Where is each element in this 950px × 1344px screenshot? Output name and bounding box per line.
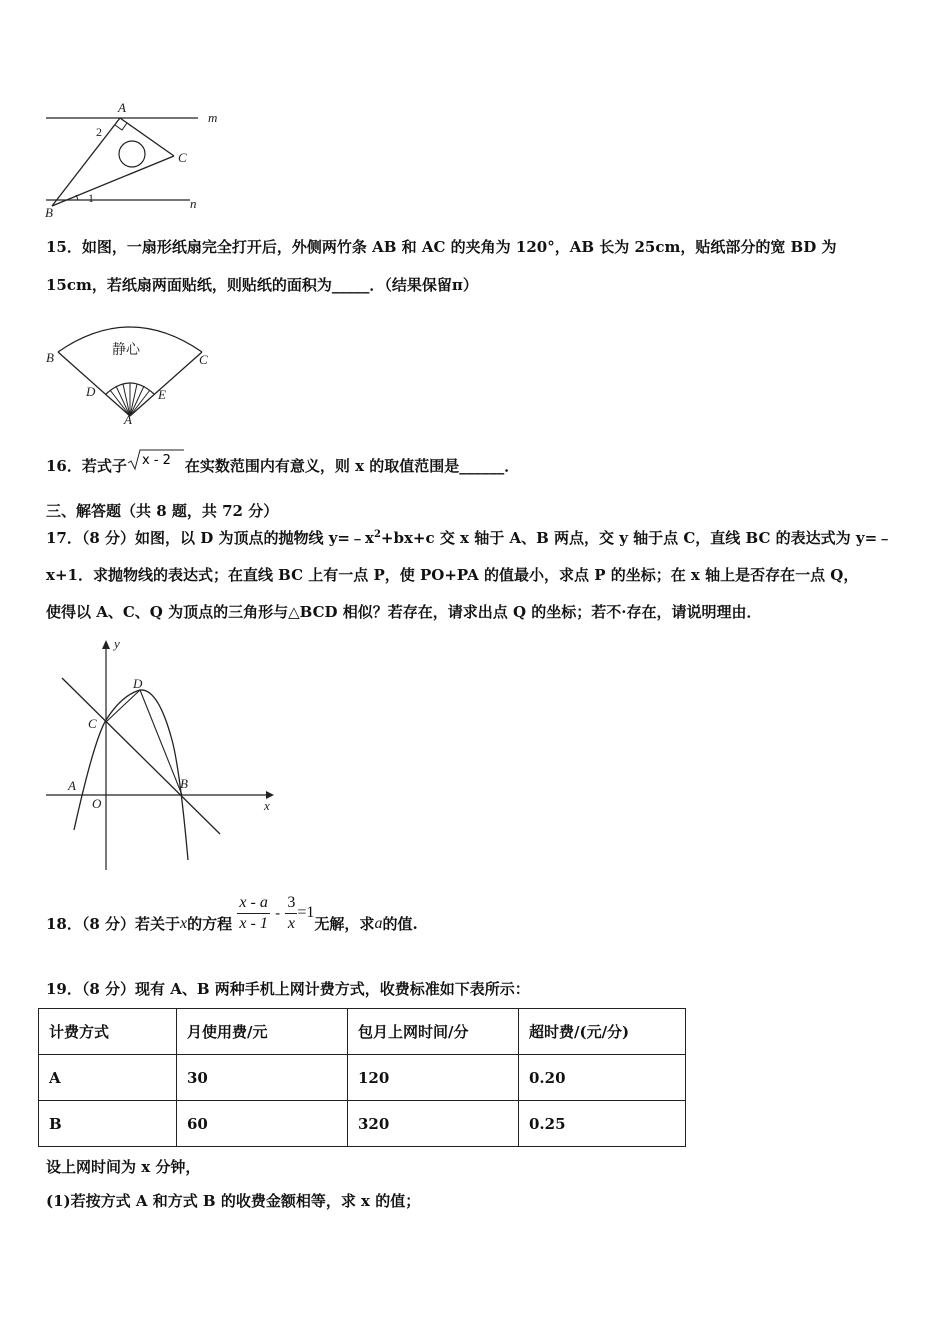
fan-edge-ac — [130, 352, 202, 416]
figure-q15 — [44, 312, 214, 424]
sqrt-expression — [127, 449, 185, 471]
question-17-line-2: x+1．求抛物线的表达式；在直线 BC 上有一点 P，使 PO+PA 的值最小，求点 P 的坐标；在 x 轴上是否存在一点 Q， — [46, 566, 859, 584]
question-19-after-1: 设上网时间为 x 分钟， — [46, 1158, 201, 1176]
fraction-2-denominator: x — [287, 914, 295, 932]
table-header-cell: 超时费/(元/分) — [519, 1009, 686, 1055]
question-16-prefix: 16．若式子 — [46, 457, 127, 475]
label-d: D — [86, 384, 96, 399]
fraction-2 — [285, 893, 297, 934]
label-o: O — [92, 796, 102, 811]
question-19-part-1: (1)若按方式 A 和方式 B 的收费金额相等，求 x 的值； — [46, 1192, 421, 1210]
label-a: A — [118, 100, 126, 115]
table-header-row — [39, 1009, 686, 1055]
right-angle-mark — [115, 123, 127, 130]
figure-q17-svg — [40, 630, 280, 875]
question-19-intro: 19．（8 分）现有 A、B 两种手机上网计费方式，收费标准如下表所示： — [46, 980, 530, 998]
figure-q15-svg — [44, 312, 214, 424]
segment-ba — [52, 118, 120, 206]
question-18-prefix: 18．（8 分）若关于 — [46, 915, 181, 933]
question-15-line-1: 15．如图，一扇形纸扇完全打开后，外侧两竹条 AB 和 AC 的夹角为 120°，AB 长为 25cm，贴纸部分的宽 BD 为 — [46, 238, 837, 256]
label-b: B — [45, 205, 53, 220]
label-a: A — [68, 778, 76, 793]
label-e: E — [158, 387, 166, 402]
segment-bc — [52, 156, 174, 206]
fee-table — [38, 1008, 686, 1147]
label-c: C — [88, 716, 97, 731]
table-cell: 320 — [348, 1101, 519, 1147]
var-a: a — [374, 915, 383, 932]
label-b: B — [180, 776, 188, 791]
table-row — [39, 1101, 686, 1147]
section-3-title: 三、解答题（共 8 题，共 72 分） — [46, 502, 279, 520]
question-17-line-1 — [46, 527, 892, 548]
question-16-suffix: 在实数范围内有意义，则 x 的取值范围是______． — [184, 457, 520, 475]
table-header-cell: 计费方式 — [39, 1009, 177, 1055]
label-angle-2: 2 — [96, 125, 102, 139]
radicand: x - 2 — [141, 452, 171, 468]
label-y: y — [114, 636, 120, 651]
line-bc — [62, 678, 220, 834]
label-m: m — [208, 110, 218, 125]
label-c: C — [199, 352, 208, 367]
question-17-line-1-b: +bx+c 交 x 轴于 A、B 两点，交 y 轴于点 C，直线 BC 的表达式为 y=﹣ — [380, 529, 893, 547]
question-18-suffix-1: 无解，求 — [314, 915, 375, 933]
table-row — [39, 1055, 686, 1101]
fraction-1-numerator: x - a — [237, 893, 269, 914]
table-cell: 0.20 — [519, 1055, 686, 1101]
fraction-1-denominator: x - 1 — [239, 914, 268, 932]
exponent: 2 — [373, 529, 381, 540]
question-18 — [46, 892, 418, 934]
question-16 — [46, 452, 520, 479]
fan-text: 静心 — [112, 342, 140, 358]
question-15-line-2: 15cm，若纸扇两面贴纸，则贴纸的面积为_____．（结果保留π） — [46, 276, 478, 294]
label-x: x — [264, 798, 270, 813]
fraction-2-numerator: 3 — [285, 893, 297, 914]
question-17-line-3: 使得以 A、C、Q 为顶点的三角形与△BCD 相似？若存在，请求出点 Q 的坐标；若不·存在，请说明理由． — [46, 603, 762, 621]
fraction-1 — [237, 893, 269, 934]
table-header-cell: 包月上网时间/分 — [348, 1009, 519, 1055]
label-n: n — [190, 196, 197, 211]
hole-circle — [119, 141, 145, 167]
minus-sign: - — [275, 904, 281, 922]
table-header-cell: 月使用费/元 — [177, 1009, 348, 1055]
question-18-suffix-2: 的值. — [382, 915, 418, 933]
label-c: C — [178, 150, 187, 165]
segment-cd — [106, 690, 140, 722]
radical-sign — [127, 449, 185, 471]
table-cell: 0.25 — [519, 1101, 686, 1147]
label-a: A — [124, 412, 132, 424]
figure-q17 — [40, 630, 280, 875]
y-axis-arrow — [102, 640, 110, 649]
question-17-line-1-a: 17．（8 分）如图，以 D 为顶点的抛物线 y=﹣x — [46, 529, 374, 547]
table-cell: 30 — [177, 1055, 348, 1101]
table-cell: A — [39, 1055, 177, 1101]
table-cell: 120 — [348, 1055, 519, 1101]
var-x: x — [180, 915, 188, 932]
figure-q14-svg — [40, 96, 230, 222]
label-angle-1: 1 — [88, 191, 94, 205]
question-18-mid: 的方程 — [187, 915, 233, 933]
equals-one: =1 — [297, 904, 315, 921]
table-cell: 60 — [177, 1101, 348, 1147]
label-d: D — [133, 676, 143, 691]
segment-db — [140, 690, 182, 795]
table-cell: B — [39, 1101, 177, 1147]
label-b: B — [46, 350, 54, 365]
segment-ac — [120, 118, 174, 156]
figure-q14 — [40, 96, 230, 222]
